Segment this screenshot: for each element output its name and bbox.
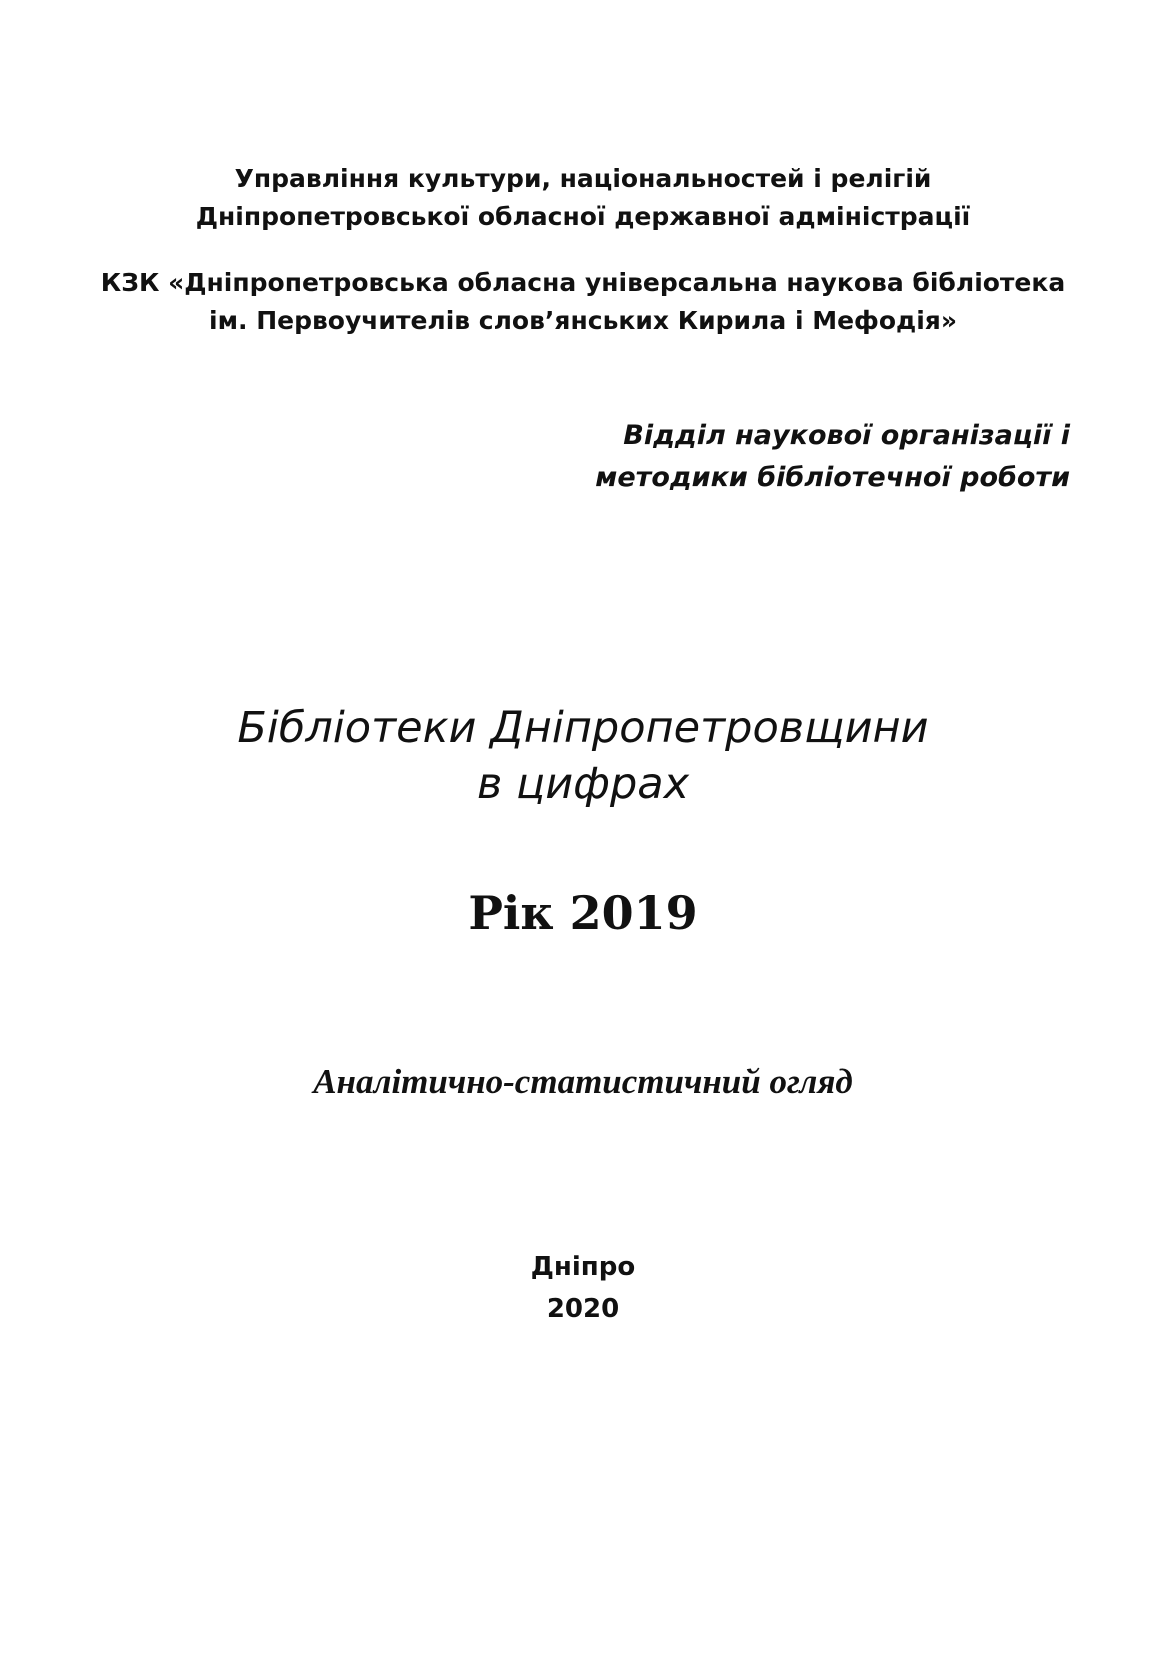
document-subtitle: Аналітично-статистичний огляд (313, 1062, 853, 1101)
imprint (0, 1246, 1166, 1330)
imprint-year: 2020 (546, 1294, 620, 1324)
imprint-city: Дніпро (530, 1252, 636, 1282)
issuing-authority (0, 160, 1166, 236)
document-title (0, 700, 1166, 812)
report-year: Рік 2019 (468, 886, 698, 940)
department-line-2: методики бібліотечної роботи (595, 462, 1070, 493)
authority-line-2: Дніпропетровської обласної державної адміністрації (195, 202, 971, 231)
title-line-2: в цифрах (476, 759, 690, 809)
institution-line-1: КЗК «Дніпропетровська обласна універсальна наукова бібліотека (100, 268, 1066, 297)
institution-name (0, 264, 1166, 340)
department-line-1: Відділ наукової організації і (623, 420, 1070, 451)
authority-line-1: Управління культури, національностей і релігій (234, 164, 932, 193)
department-name (595, 415, 1070, 499)
title-line-1: Бібліотеки Дніпропетровщини (237, 703, 929, 753)
institution-line-2: ім. Первоучителів слов’янських Кирила і Мефодія» (209, 306, 957, 335)
